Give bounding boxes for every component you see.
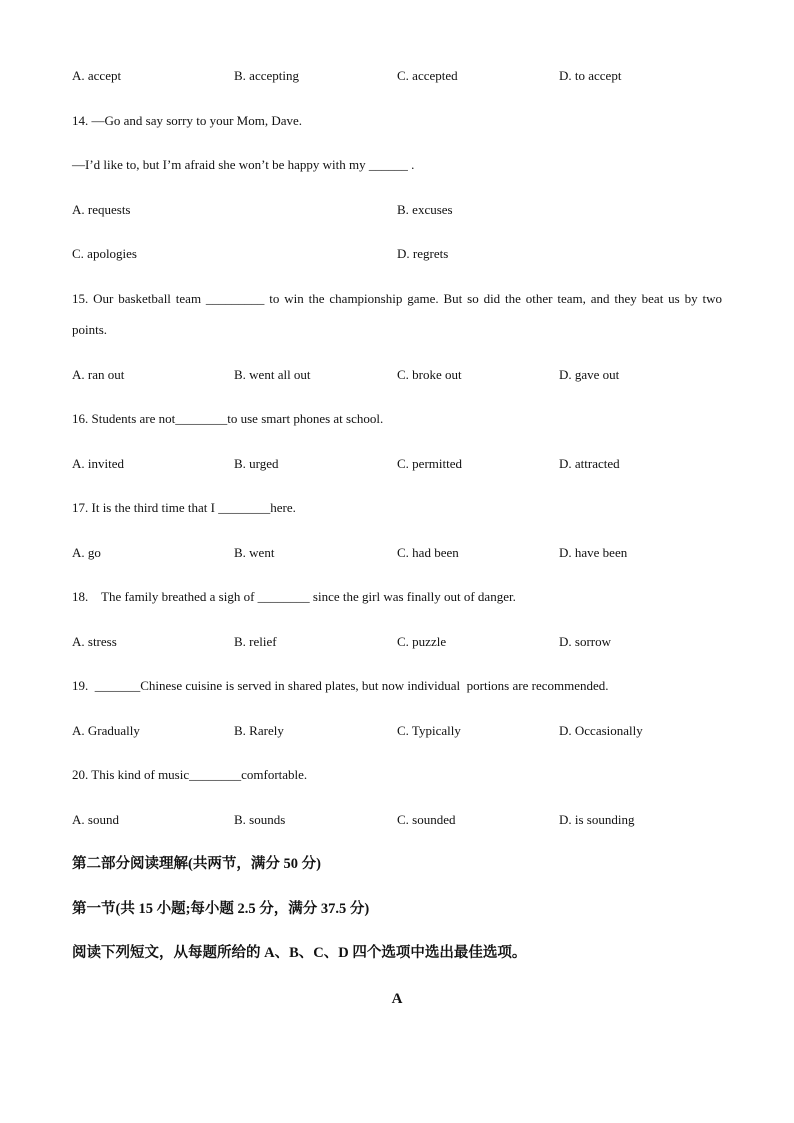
q18-option-b: B. relief [234, 634, 277, 649]
q18-options [72, 634, 752, 650]
q17-options [72, 545, 752, 561]
q19-option-c: C. Typically [397, 723, 461, 738]
q16-options [72, 456, 752, 472]
passage-label: A [391, 991, 403, 1007]
q14-options-row2 [72, 246, 752, 262]
q16-option-a: A. invited [72, 456, 124, 471]
q16-option-d: D. attracted [559, 456, 620, 471]
q17-option-c: C. had been [397, 545, 459, 560]
q15-option-a: A. ran out [72, 367, 125, 382]
q20-options [72, 812, 752, 828]
q20-option-b: B. sounds [234, 812, 286, 827]
q13-option-b: B. accepting [234, 68, 299, 83]
q19-options [72, 723, 752, 739]
q19-option-d: D. Occasionally [559, 723, 643, 738]
q14-option-b: B. excuses [397, 202, 453, 217]
q14-reply: —I’d like to, but I’m afraid she won’t be happy with my ______ . [72, 157, 415, 172]
q13-options [72, 68, 752, 84]
q17-option-a: A. go [72, 545, 101, 560]
q17-option-b: B. went [234, 545, 275, 560]
q14-stem: 14. —Go and say sorry to your Mom, Dave. [72, 113, 302, 128]
q18-option-d: D. sorrow [559, 634, 611, 649]
q15-stem: 15. Our basketball team _________ to win the championship game. But so did the other team, and they beat us by two points. [72, 291, 722, 337]
q15-option-d: D. gave out [559, 367, 620, 382]
q15-option-b: B. went all out [234, 367, 311, 382]
q17-option-d: D. have been [559, 545, 628, 560]
q14-option-a: A. requests [72, 202, 131, 217]
q18-option-a: A. stress [72, 634, 117, 649]
q14-option-d: D. regrets [397, 246, 449, 261]
q17-stem: 17. It is the third time that I ________here. [72, 500, 296, 515]
q15-options [72, 367, 752, 383]
q19-option-b: B. Rarely [234, 723, 284, 738]
q20-option-d: D. is sounding [559, 812, 635, 827]
q20-option-a: A. sound [72, 812, 119, 827]
q13-option-c: C. accepted [397, 68, 458, 83]
reading-instruction: 阅读下列短文，从每题所给的 A、B、C、D 四个选项中选出最佳选项。 [72, 945, 527, 961]
q20-option-c: C. sounded [397, 812, 456, 827]
q13-option-a: A. accept [72, 68, 122, 83]
q14-option-c: C. apologies [72, 246, 137, 261]
q16-option-c: C. permitted [397, 456, 462, 471]
q16-stem: 16. Students are not________to use smart phones at school. [72, 411, 384, 426]
q14-options-row1 [72, 202, 752, 218]
q15-option-c: C. broke out [397, 367, 462, 382]
q19-stem: 19. _______Chinese cuisine is served in shared plates, but now individual portions are recommended. [72, 678, 609, 693]
q13-option-d: D. to accept [559, 68, 622, 83]
q20-stem: 20. This kind of music________comfortable. [72, 767, 308, 782]
q16-option-b: B. urged [234, 456, 279, 471]
q18-option-c: C. puzzle [397, 634, 447, 649]
q19-option-a: A. Gradually [72, 723, 140, 738]
q18-stem: 18. The family breathed a sigh of ________ since the girl was finally out of danger. [72, 589, 516, 604]
part2-heading: 第二部分阅读理解(共两节，满分 50 分) [72, 856, 321, 872]
section1-heading: 第一节(共 15 小题;每小题 2.5 分，满分 37.5 分) [72, 901, 370, 917]
